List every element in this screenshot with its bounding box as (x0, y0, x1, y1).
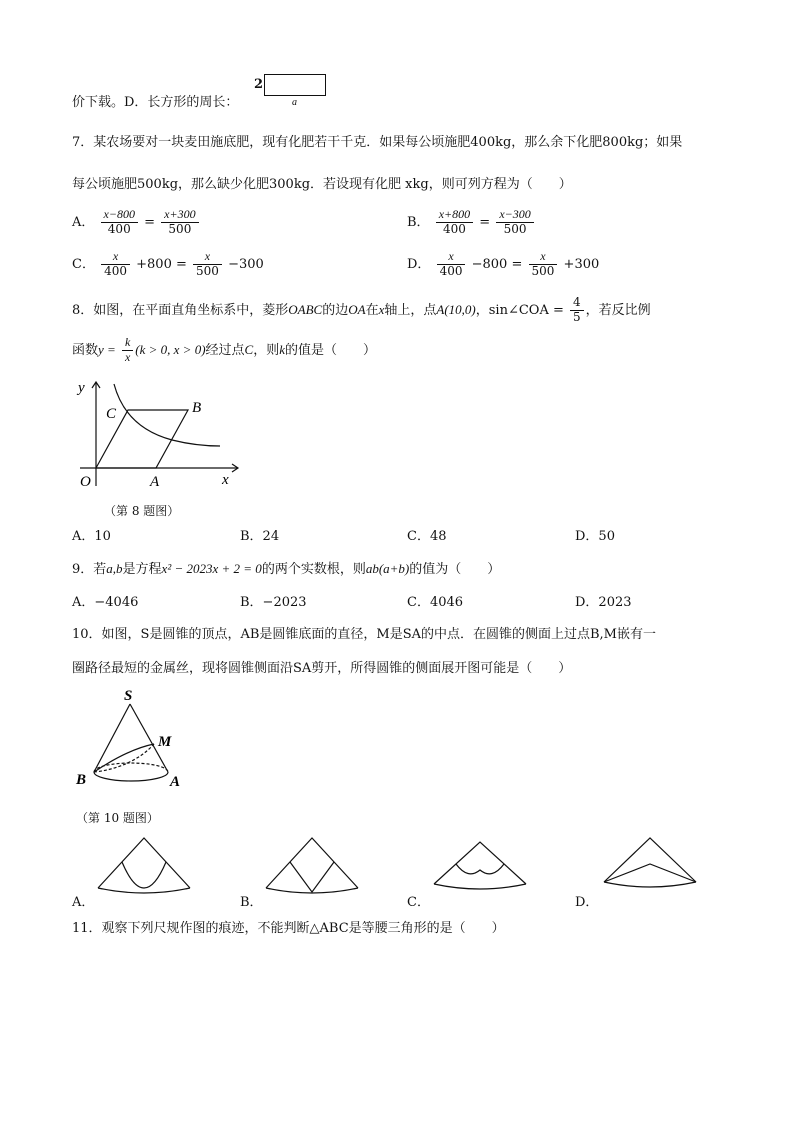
label-b-cone: B (76, 772, 87, 788)
q8-l2-c: (k > 0, x > 0) (135, 341, 206, 357)
q9-option-c: C．4046 (407, 595, 464, 610)
q7-option-d (407, 250, 599, 279)
q7-a-den1: 400 (107, 221, 131, 236)
label-o: O (80, 474, 91, 490)
q10-option-a: A． (72, 895, 95, 910)
q7-d-num2: x (529, 250, 558, 265)
rectangle-side-label: a (292, 97, 297, 108)
q7-d-eq: −800 = (471, 256, 523, 272)
q8-l1-a: 8．如图，在平面直角坐标系中，菱形 (72, 302, 289, 318)
q7-b-den2: 500 (503, 221, 527, 236)
q9-g: 的值为（ ） (409, 562, 501, 577)
q7-option-b-label: B． (407, 214, 430, 230)
label-c: C (106, 406, 117, 422)
q8-l2-f: ，则 (253, 342, 280, 358)
q7-a-eq: = (144, 214, 156, 230)
q10-option-c: C． (407, 895, 430, 910)
wire-path-a (122, 862, 166, 888)
q8-sin-num: 4 (570, 296, 584, 311)
q7-option-a (72, 208, 201, 237)
q7-option-d-label: D． (407, 256, 431, 272)
wire-path-d (604, 864, 696, 882)
q8-l1-i: ，sin∠COA = (475, 302, 564, 318)
q8-l2-g: k (279, 341, 286, 357)
q8-l1-j: ，若反比例 (585, 302, 651, 318)
q7-d-tail: +300 (563, 256, 600, 272)
q9-option-a: A．−4046 (72, 595, 139, 610)
q8-caption: （第 8 题图） (104, 504, 180, 518)
q8-l1-g: 轴上，点 (384, 302, 437, 318)
q9-f: ab(a+b) (365, 561, 410, 576)
q8-sin-den: 5 (573, 309, 581, 324)
q7-c-eq: +800 = (136, 256, 187, 272)
q8-l2-e: C (244, 341, 254, 357)
q9-a: 9．若 (72, 562, 107, 577)
top-line-text: 价下载。D．长方形的周长： (72, 95, 239, 110)
q8-l2-a: 函数 (72, 342, 99, 358)
q10-option-b-figure (262, 834, 362, 894)
q7-b-eq: = (479, 214, 491, 230)
q8-option-b: B．24 (240, 529, 280, 544)
q7-c-num2: x (193, 250, 222, 265)
cone-left-edge (94, 704, 130, 772)
cone-base-front (94, 772, 168, 781)
q7-d-num1: x (437, 250, 466, 265)
q7-b-num1: x+800 (436, 208, 473, 223)
q7-a-den2: 500 (168, 221, 192, 236)
q9-b: a,b (106, 561, 123, 576)
q7-option-c (72, 250, 264, 279)
q7-option-a-label: A． (72, 214, 95, 230)
q9-line (72, 562, 500, 576)
q7-option-b (407, 208, 536, 237)
q8-l2-d: 经过点 (205, 342, 245, 358)
label-b: B (192, 400, 202, 416)
q7-c-num1: x (101, 250, 130, 265)
q8-l1-b: OABC (288, 301, 323, 317)
label-s: S (124, 688, 133, 704)
q7-c-tail: −300 (228, 256, 264, 272)
q9-c: 是方程 (122, 562, 162, 577)
rectangle-figure (264, 74, 326, 96)
q8-l2-b: y = (98, 341, 116, 357)
wire-back (94, 744, 154, 772)
q8-l1-c: 的边 (322, 302, 349, 318)
q10-cone-figure (72, 688, 192, 798)
q7-d-den2: 500 (531, 263, 555, 278)
q7-c-den1: 400 (104, 263, 127, 278)
q8-l1-e: 在 (365, 302, 379, 318)
q8-k-num: k (122, 336, 133, 351)
q7-a-num2: x+300 (161, 208, 198, 223)
q8-figure (72, 374, 242, 494)
q7-line1: 7．某农场要对一块麦田施底肥，现有化肥若干千克．如果每公顷施肥400kg，那么余下化肥800kg；如果 (72, 135, 683, 150)
q9-option-b: B．−2023 (240, 595, 307, 610)
q8-option-c: C．48 (407, 529, 447, 544)
label-x: x (222, 472, 229, 488)
q7-c-den2: 500 (196, 263, 219, 278)
q10-caption: （第 10 题图） (76, 811, 159, 825)
hyperbola-curve (114, 384, 220, 446)
q8-k-den: x (124, 349, 131, 364)
label-y: y (78, 380, 85, 396)
perimeter-coef: 2 (254, 77, 264, 92)
q7-a-num1: x−800 (101, 208, 138, 223)
q7-option-c-label: C． (72, 256, 95, 272)
wire-path-c (456, 864, 504, 874)
q7-line2: 每公顷施肥500kg，那么缺少化肥300kg．若设现有化肥 xkg，则可列方程为（ ） (72, 177, 572, 192)
q8-l1-h: A(10,0) (436, 301, 476, 317)
q11-line: 11．观察下列尺规作图的痕迹，不能判断△ABC是等腰三角形的是（ ） (72, 921, 505, 936)
q7-d-den1: 400 (439, 263, 463, 278)
q10-option-c-figure (430, 834, 530, 894)
q10-line2: 圈路径最短的金属丝，现将圆锥侧面沿SA剪开，所得圆锥的侧面展开图可能是（ ） (72, 661, 572, 676)
q10-option-d-figure (600, 834, 700, 894)
wire-front (94, 744, 154, 772)
q8-line1 (72, 296, 651, 325)
q7-b-num2: x−300 (496, 208, 533, 223)
q8-l1-d: OA (348, 301, 366, 317)
q9-d: x² − 2023x + 2 = 0 (161, 561, 262, 576)
q9-option-d: D．2023 (575, 595, 632, 610)
q7-b-den1: 400 (442, 221, 466, 236)
q8-l2-h: 的值是（ ） (285, 342, 377, 358)
q8-option-d: D．50 (575, 529, 615, 544)
q8-line2 (72, 336, 376, 365)
label-a-cone: A (170, 774, 181, 790)
q8-option-a: A．10 (72, 529, 111, 544)
q9-e: 的两个实数根，则 (261, 562, 366, 577)
wire-path-b (290, 862, 334, 892)
label-m: M (158, 734, 172, 750)
q10-option-b: B． (240, 895, 263, 910)
q10-line1: 10．如图，S是圆锥的顶点，AB是圆锥底面的直径，M是SA的中点．在圆锥的侧面上过点B,M嵌有一 (72, 627, 656, 642)
q10-option-d: D． (575, 895, 599, 910)
q10-option-a-figure (94, 834, 194, 894)
q8-l1-f: x (378, 301, 385, 317)
label-a: A (150, 474, 160, 490)
